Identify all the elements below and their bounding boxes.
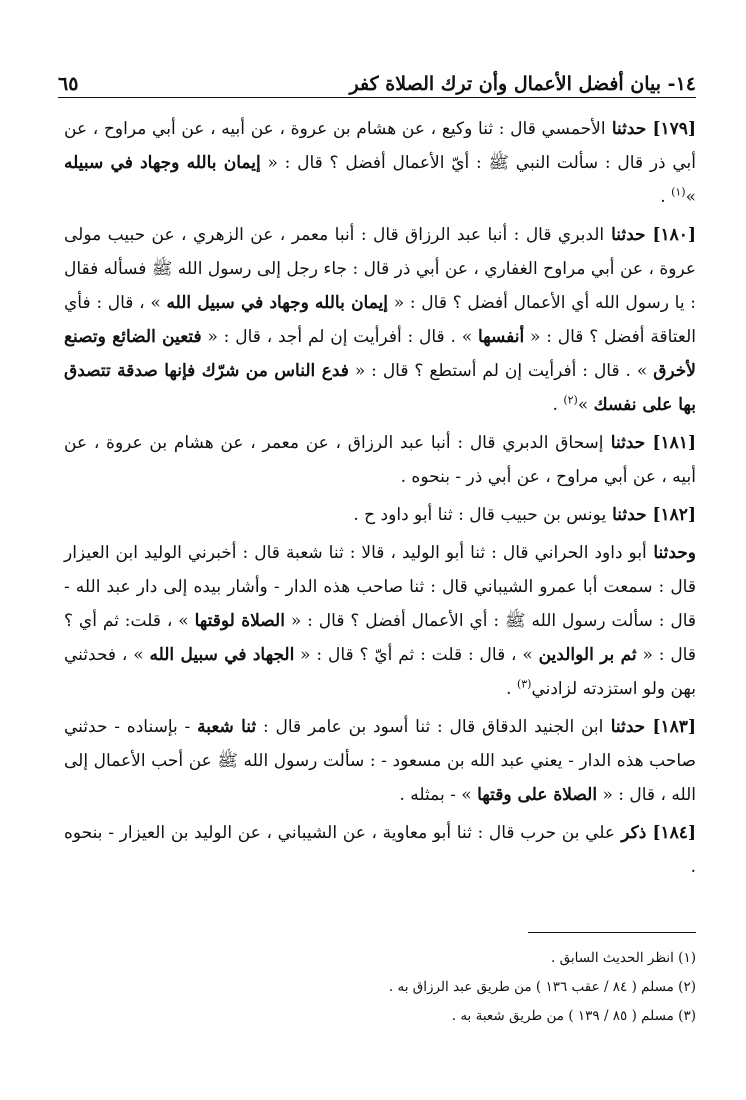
text-run: » - بمثله . — [399, 785, 478, 805]
text-run: الدبري قال : أنبا عبد الرزاق قال : أنبا معمر ، عن الزهري ، عن حبيب مولى عروة ، عن أبي مراوح الغفاري ، عن أبي ذر قال : جاء رجل إلى رسول الله ﷺ فسأله فقال : يا رسول الله أي الأعمال أفضل ؟ قال : « — [64, 225, 696, 313]
footnote-separator — [528, 932, 696, 933]
text-run: » . قال : أفرأيت إن لم أجد ، قال : « — [201, 327, 478, 347]
hadith-paragraph — [64, 426, 696, 494]
footnote-item: (١) انظر الحديث السابق . — [550, 950, 696, 966]
bold-text: الصلاة على وقتها — [477, 785, 598, 805]
text-run: . — [660, 187, 672, 207]
text-run: - بإسناده - حدثني صاحب هذه الدار - يعني عبد الله بن مسعود - : سألت رسول الله ﷺ عن أحب الأعمال إلى الله ، قال : « — [64, 717, 696, 805]
text-run: ابن الجنيد الدقاق قال : ثنا أسود بن عامر قال : — [256, 717, 604, 737]
hadith-paragraph — [64, 112, 696, 214]
bold-text: فدع الناس من شرّك فإنها صدقة تتصدق بها على نفسك — [64, 361, 696, 415]
text-run: علي بن حرب قال : ثنا أبو معاوية ، عن الشيباني ، عن الوليد بن العيزار - بنحوه . — [64, 823, 696, 877]
bold-text: إيمان بالله وجهاد في سبيله — [64, 153, 261, 173]
header-rule — [58, 97, 696, 98]
footnote-item: (٢) مسلم ( ٨٤ / عقب ١٣٦ ) من طريق عبد الرزاق به . — [388, 979, 696, 995]
hadith-text-body — [64, 112, 696, 888]
hadith-paragraph — [64, 710, 696, 812]
footnote-marker: (٣) — [516, 677, 532, 691]
hadith-paragraph — [64, 536, 696, 706]
bold-text: حدثنا — [606, 505, 653, 525]
chapter-title: ١٤- بيان أفضل الأعمال وأن ترك الصلاة كفر — [349, 73, 696, 95]
bold-text: حدثنا — [603, 717, 653, 737]
footnote-marker: (١) — [671, 185, 686, 199]
bold-text: ثم بر الوالدين — [538, 645, 637, 665]
text-run: » . قال : أفرأيت إن لم أستطع ؟ قال : « — [348, 361, 654, 381]
hadith-number: [١٨٠] — [652, 225, 696, 245]
page-number: ٦٥ — [58, 73, 79, 95]
text-run: الأحمسي قال : ثنا وكيع ، عن هشام بن عروة ، عن أبيه ، عن أبي مراوح ، عن أبي ذر قال : سألت النبي ﷺ : أيّ الأعمال أفضل ؟ قال : « — [64, 119, 696, 173]
running-header — [58, 58, 696, 94]
text-run: أبو داود الحراني قال : ثنا أبو الوليد ، قالا : ثنا شعبة قال : أخبرني الوليد ابن العيزار قال : سمعت أبا عمرو الشيباني قال : ثنا صاحب هذه الدار - وأشار بيده إلى دار عبد الله - قال : سألت رسول الله ﷺ : أي الأعمال أفضل ؟ قال : « — [64, 543, 696, 631]
bold-text: حدثنا — [604, 225, 653, 245]
footnote-item: (٣) مسلم ( ٨٥ / ١٣٩ ) من طريق شعبة به . — [451, 1008, 696, 1024]
bold-text: الصلاة لوقتها — [194, 611, 285, 631]
bold-text: الجهاد في سبيل الله — [149, 645, 295, 665]
text-run: » ، قال : فأي العتاقة أفضل ؟ قال : « — [64, 293, 696, 347]
text-run: » ، فحدثني بهن ولو استزدته لزادني — [64, 645, 696, 699]
text-run: . — [506, 679, 517, 699]
text-run: » ، قال : قلت : ثم أيّ ؟ قال : « — [294, 645, 539, 665]
bold-text: ذكر — [615, 823, 653, 843]
hadith-paragraph — [64, 816, 696, 884]
hadith-number: [١٨٢] — [652, 505, 696, 525]
bold-text: حدثنا — [603, 433, 653, 453]
footnotes — [200, 944, 696, 1031]
text-run: » — [577, 395, 594, 415]
bold-text: حدثنا — [605, 119, 653, 139]
text-run: » ، قلت: ثم أي ؟ قال : « — [64, 611, 696, 665]
hadith-number: [١٨٣] — [652, 717, 696, 737]
text-run: يونس بن حبيب قال : ثنا أبو داود ح . — [353, 505, 607, 525]
text-run: . — [552, 395, 564, 415]
hadith-number: [١٨١] — [652, 433, 696, 453]
bold-text: إيمان بالله وجهاد في سبيل الله — [166, 293, 389, 313]
hadith-paragraph — [64, 498, 696, 532]
text-run: إسحاق الدبري قال : أنبا عبد الرزاق ، عن معمر ، عن هشام بن عروة ، عن أبيه ، عن أبي مراوح ، عن أبي ذر - بنحوه . — [64, 433, 696, 487]
bold-text: ثنا شعبة — [197, 717, 257, 737]
bold-text: فتعين الضائع وتصنع لأخرق — [64, 327, 696, 381]
hadith-number: [١٧٩] — [652, 119, 696, 139]
hadith-number: [١٨٤] — [652, 823, 696, 843]
footnote-marker: (٢) — [563, 393, 578, 407]
bold-text: وحدثنا — [646, 543, 697, 563]
text-run: » — [685, 187, 696, 207]
bold-text: أنفسها — [477, 327, 525, 347]
hadith-paragraph — [64, 218, 696, 422]
